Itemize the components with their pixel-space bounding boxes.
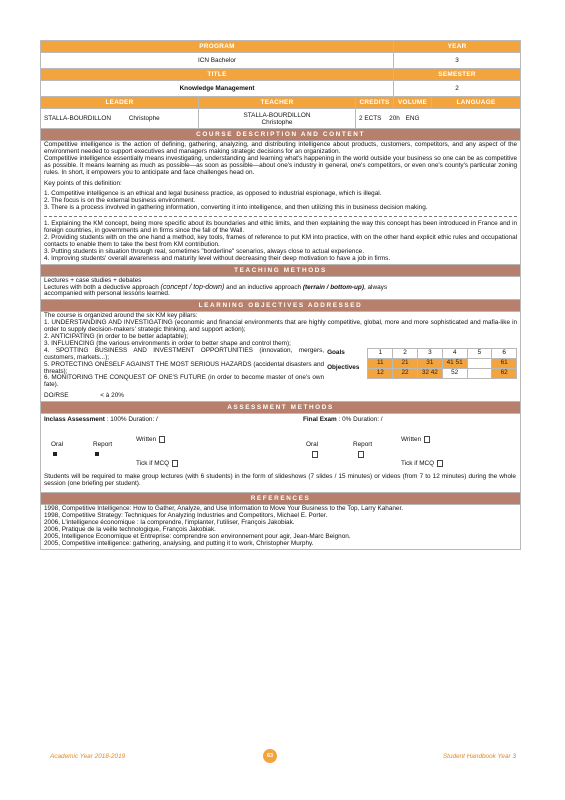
inclass-oral: Oral — [51, 441, 64, 449]
do-rse-line: DO/RSE < à 20% — [44, 392, 124, 400]
inclass-report: Report — [93, 441, 113, 449]
year-value: 3 — [394, 53, 521, 69]
teaching-line: accompanied with personal lessons learned. — [44, 290, 170, 298]
description-paragraph: Competitive intelligence essentially means investigating, understanding and learning what's happening in the world outside your business so one can be as competitive as possible. It means learning as much as possible—as soon as possible—about one's industry in general, one's competitors, or even one's county's particular zoning rules. In short, it empowers you to anticipate and face challenges head on. — [44, 154, 518, 176]
goals-label: Goals — [327, 348, 345, 356]
report-selected-mark — [95, 452, 99, 456]
title-value: Knowledge Management — [41, 81, 394, 97]
page-number: 63 — [263, 749, 277, 763]
teacher-last-name: STALLA-BOURDILLON — [243, 111, 311, 119]
course-goal: 4. Improving students' overall awareness and maturity level without decreasing their deep motivation to have a job in firms. — [44, 254, 391, 262]
teaching-methods-body — [41, 276, 521, 300]
volume-value: 20h — [389, 115, 400, 122]
inclass-written: Written — [136, 436, 165, 444]
credits-value: 2 ECTS — [359, 115, 382, 122]
leader-header: LEADER — [41, 97, 199, 109]
teaching-line: Lectures + case studies + debates — [44, 276, 142, 284]
definition-point: 1. Competitive intelligence is an ethical and legal business practice, as opposed to industrial espionage, which is illegal. — [44, 190, 382, 198]
teacher-value — [199, 109, 356, 129]
leader-last-name: STALLA-BOURDILLON — [44, 115, 112, 122]
teaching-methods-heading: TEACHING METHODS — [41, 264, 521, 276]
reference-item: 2006, Pratique de la veille technologique, François Jakobiak. — [44, 525, 216, 533]
volume-header: VOLUME — [394, 97, 432, 109]
credits-header: CREDITS — [356, 97, 394, 109]
course-goal: 1. Explaining the KM concept, being more specific about its boundaries and ethic limits, and then explaining the way this concept has been introduced in France and in foreign countries, in governments and in firms since the fall of the Wall. — [44, 220, 518, 235]
objective-item: 1. UNDERSTANDING AND INVESTIGATING (economic and financial environments that are highly competitive, global, more and more sophisticated and mafia-like in order to supply decision-makers' strategic thinking, and support action); — [44, 319, 518, 334]
reference-item: 2006, L'intelligence économique : la comprendre, l'implanter, l'utiliser, François Jakobiak. — [44, 519, 295, 526]
goals-matrix: Goals 1 2 3 4 5 6 Objectives 11 21 31 41 51 61 12 22 32 42 52 62 — [324, 348, 517, 379]
language-header: LANGUAGE — [432, 97, 521, 109]
final-written: Written — [401, 436, 430, 444]
objective-item: 5. PROTECTING ONESELF AGAINST THE MOST SERIOUS HAZARDS (accidental disasters and threats); — [44, 360, 325, 375]
title-header: TITLE — [41, 69, 394, 81]
footer-academic-year: Academic Year 2018-2019 — [50, 753, 126, 760]
leader-value — [41, 109, 199, 129]
course-goal: 2. Providing students with on the one hand a method, key tools, frames of reference to put KM into practice, with on the other hand explicit ethic rules and occupational contacts to enable them to take the best from KM contribution. — [44, 233, 518, 248]
final-oral: Oral — [306, 441, 319, 449]
teacher-first-name: Christophe — [261, 118, 293, 126]
inclass-line: Inclass Assessment : 100% Duration: / — [44, 416, 158, 424]
final-line: Final Exam : 0% Duration: / — [303, 416, 383, 424]
program-value: ICN Bachelor — [41, 53, 394, 69]
course-description-body — [41, 141, 521, 265]
course-goal: 3. Putting students in situation through real, sometimes "borderline" scenarios, always close to actual experience. — [44, 247, 364, 255]
final-report: Report — [353, 441, 373, 449]
objective-item: 2. ANTICIPATING (in order to be better adaptable); — [44, 333, 188, 341]
language-value: ENG — [405, 115, 420, 122]
footer-handbook: Student Handbook Year 3 — [442, 753, 516, 760]
year-header: YEAR — [394, 41, 521, 53]
course-description-heading: COURSE DESCRIPTION AND CONTENT — [41, 129, 521, 141]
reference-item: 1998, Competitive Strategy: Techniques for Analyzing Industries and Competitors, Michael E. Porter. — [44, 512, 328, 520]
objectives-label: Objectives — [327, 363, 360, 371]
reference-item: 2005, Intelligence Economique et Entreprise: comprendre son environnement pour agir, Jean-Marc Beignon. — [44, 532, 351, 540]
course-sheet — [40, 40, 520, 550]
oral-selected-mark — [53, 452, 57, 456]
teaching-line: Lectures with both a deductive approach (concept / top-down) and an inductive approach (terrain / bottom-up), always — [44, 283, 388, 291]
learning-objectives-heading: LEARNING OBJECTIVES ADDRESSED — [41, 300, 521, 312]
teacher-header: TEACHER — [199, 97, 356, 109]
assessment-body — [41, 414, 521, 493]
semester-header: SEMESTER — [394, 69, 521, 81]
inclass-mcq: Tick if MCQ — [136, 460, 178, 468]
objective-item: 6. MONITORING THE CONQUEST OF ONE'S FUTURE (in order to become master of one's own fate). — [44, 374, 325, 389]
references-body — [41, 505, 521, 549]
leader-first-name: Christophe — [128, 115, 160, 122]
references-heading: REFERENCES — [41, 493, 521, 505]
program-header: PROGRAM — [41, 41, 394, 53]
objective-item: 3. INFLUENCING (the various environments in order to better shape and control them); — [44, 339, 291, 347]
credits-volume-language — [356, 109, 521, 129]
learning-objectives-body — [41, 312, 521, 402]
description-paragraph: Key points of this definition: — [44, 179, 122, 187]
final-report-checkbox[interactable] — [358, 451, 364, 458]
description-paragraph: Competitive intelligence is the action of defining, gathering, analyzing, and distributing intelligence about products, customers, competitors, and any aspect of the environment needed to support executives and managers making strategic decisions for an organization. — [44, 141, 518, 155]
reference-item: 2005, Competitive intelligence: gathering, analysing, and putting it to work, Christopher Murphy. — [44, 539, 314, 547]
definition-point: 3. There is a process involved in gathering information, converting it into intelligence, and then utilizing this in business decision making. — [44, 204, 428, 212]
final-oral-checkbox[interactable] — [312, 451, 318, 458]
reference-item: 1998, Competitive Intelligence: How to Gather, Analyze, and Use Information to Move Your Business to the Top, Larry Kahaner. — [44, 505, 404, 513]
objective-intro: The course is organized around the six KM key pillars: — [44, 312, 198, 320]
assessment-heading: ASSESSMENT METHODS — [41, 402, 521, 414]
final-mcq: Tick if MCQ — [401, 460, 443, 468]
definition-point: 2. The focus is on the external business environment. — [44, 197, 196, 205]
course-table — [40, 40, 521, 550]
objective-item: 4. SPOTTING BUSINESS AND INVESTMENT OPPORTUNITIES (innovation, mergers, customers, markets...); — [44, 346, 325, 361]
assessment-note: Students will be required to make group lectures (with 6 students) in the form of slideshows (7 slides / 15 minutes) or videos (from 7 to 12 minutes) during the whole session (one briefing per student). — [44, 473, 516, 488]
semester-value: 2 — [394, 81, 521, 97]
